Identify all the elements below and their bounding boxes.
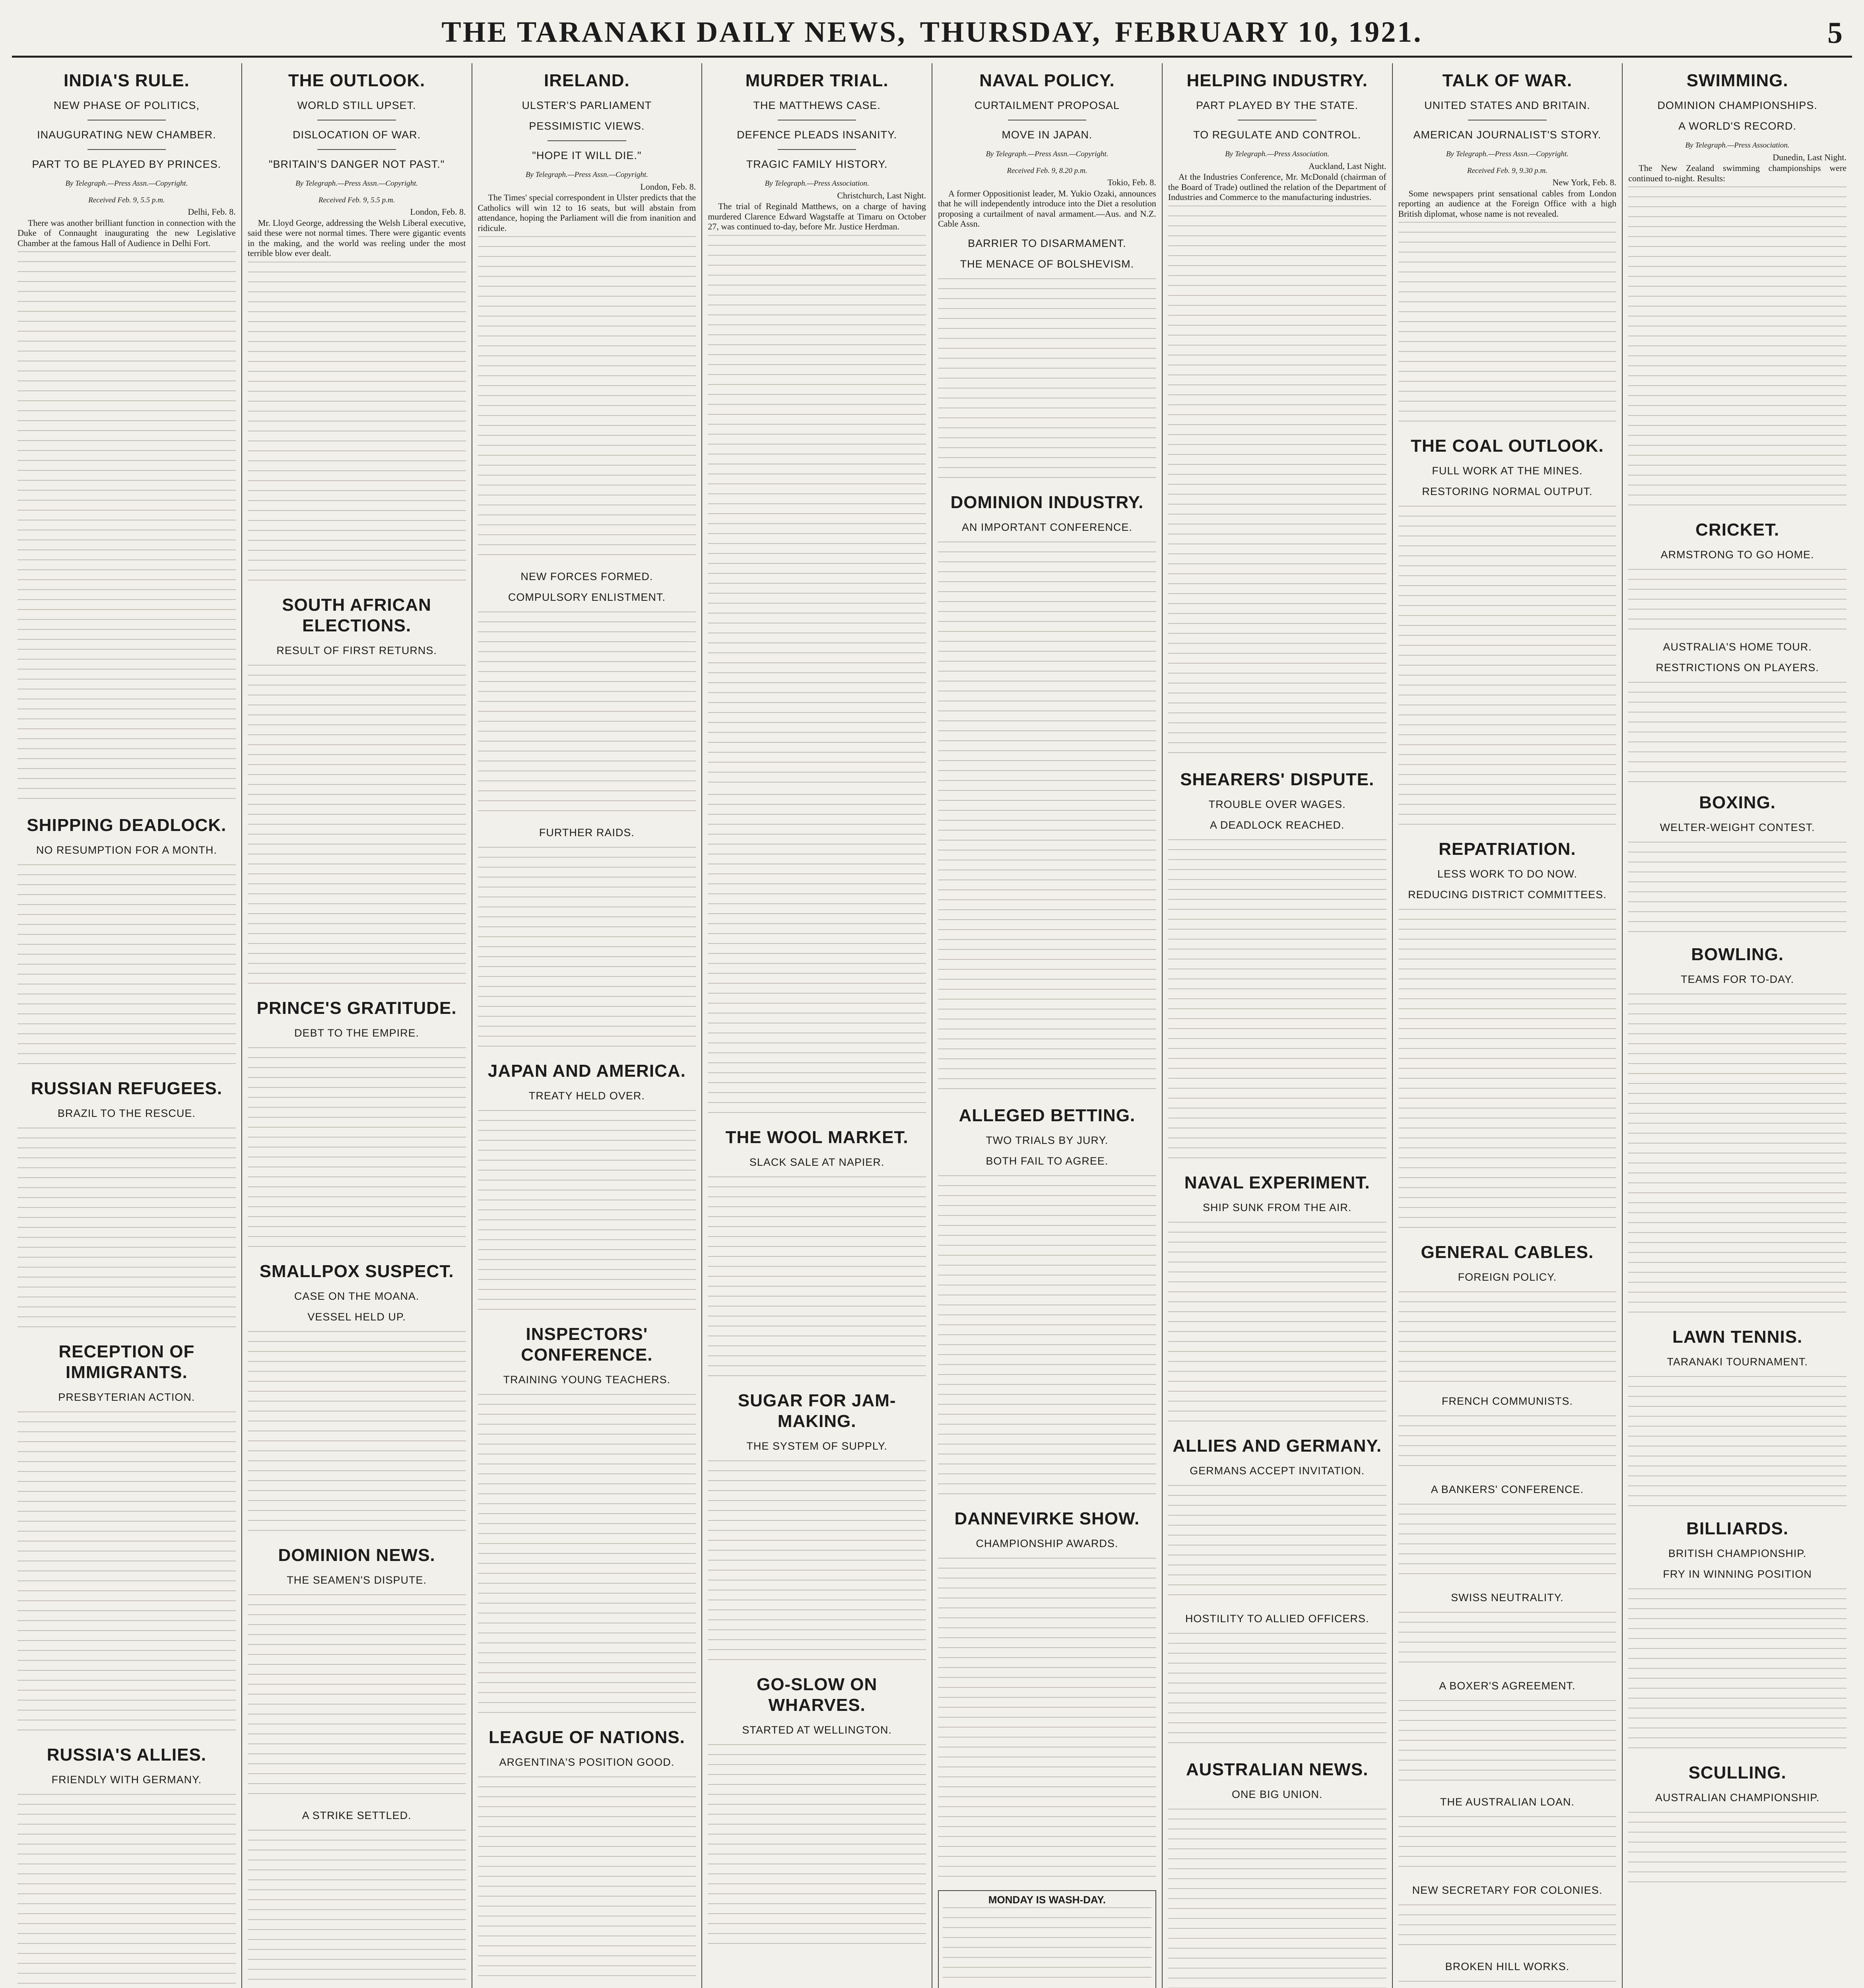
body-text-block xyxy=(248,1331,466,1538)
subheading: PART TO BE PLAYED BY PRINCES. xyxy=(32,158,221,170)
body-text-block xyxy=(17,864,236,1071)
body-text-block xyxy=(1628,842,1847,937)
column-8 xyxy=(1623,63,1852,1988)
headline: SHIPPING DEADLOCK. xyxy=(27,815,227,835)
subheading: DISLOCATION OF WAR. xyxy=(293,129,421,141)
credit-line: By Telegraph.—Press Association. xyxy=(1685,141,1790,149)
dateline: Auckland, Last Night. xyxy=(1308,161,1386,171)
subheading: TARANAKI TOURNAMENT. xyxy=(1667,1356,1808,1368)
subheading: NEW SECRETARY FOR COLONIES. xyxy=(1412,1884,1603,1896)
headline: DOMINION INDUSTRY. xyxy=(950,492,1144,512)
article-coal-outlook xyxy=(1398,436,1617,832)
article-sugar-for-jam-making xyxy=(708,1390,926,1667)
article-text: At the Industries Conference, Mr. McDonald (chairman of the Board of Trade) outlined the relation of the Department of Industries and Commerce to the manufacturing industries. xyxy=(1168,172,1386,202)
dateline: Tokio, Feb. 8. xyxy=(1107,177,1156,187)
dateline: London, Feb. 8. xyxy=(640,181,696,192)
subheading: AUSTRALIAN CHAMPIONSHIP. xyxy=(1655,1792,1820,1804)
headline: NAVAL POLICY. xyxy=(979,71,1115,90)
headline: ALLIES AND GERMANY. xyxy=(1173,1436,1382,1456)
column-3 xyxy=(472,63,703,1988)
subheading: FRENCH COMMUNISTS. xyxy=(1441,1395,1573,1407)
body-text-block xyxy=(1398,1612,1617,1672)
article-billiards xyxy=(1628,1518,1847,1755)
subheading: NEW FORCES FORMED. xyxy=(520,571,653,582)
received-line: Received Feb. 9, 8.20 p.m. xyxy=(1007,166,1087,175)
subheading: AUSTRALIA'S HOME TOUR. xyxy=(1663,641,1812,653)
subheading: A BANKERS' CONFERENCE. xyxy=(1431,1483,1584,1495)
headline: SWIMMING. xyxy=(1686,71,1788,90)
body-text-block xyxy=(708,794,926,1120)
subheading: THE SYSTEM OF SUPPLY. xyxy=(746,1440,887,1452)
divider xyxy=(778,149,856,150)
headline: BOXING. xyxy=(1699,793,1776,812)
article-swimming xyxy=(1628,70,1847,513)
subheading: "HOPE IT WILL DIE." xyxy=(532,149,642,161)
headline: GO-SLOW ON WHARVES. xyxy=(756,1674,878,1715)
article-indias-rule xyxy=(17,70,236,808)
subheading: TWO TRIALS BY JURY. xyxy=(986,1134,1109,1146)
subheading: VESSEL HELD UP. xyxy=(307,1310,406,1323)
article-repatriation xyxy=(1398,839,1617,1235)
subheading: UNITED STATES AND BRITAIN. xyxy=(1424,99,1590,111)
article-japan-and-america xyxy=(478,1061,696,1317)
page-number: 5 xyxy=(1827,16,1844,50)
subheading: FRIENDLY WITH GERMANY. xyxy=(51,1774,202,1786)
subheading: TEAMS FOR TO-DAY. xyxy=(1681,973,1794,985)
body-text-block xyxy=(1398,1291,1617,1387)
subheading: INAUGURATING NEW CHAMBER. xyxy=(37,129,216,141)
subheading: WORLD STILL UPSET. xyxy=(297,99,416,111)
subheading: BRAZIL TO THE RESCUE. xyxy=(57,1107,196,1119)
column-6 xyxy=(1163,63,1393,1988)
body-text-block xyxy=(17,1128,236,1334)
masthead-day: THURSDAY, xyxy=(920,16,1101,49)
body-text-block xyxy=(478,1110,696,1317)
divider xyxy=(87,149,166,150)
subheading: GERMANS ACCEPT INVITATION. xyxy=(1190,1464,1365,1477)
body-text-block xyxy=(1168,1485,1386,1604)
subheading: TO REGULATE AND CONTROL. xyxy=(1193,129,1361,141)
article-princes-gratitude xyxy=(248,998,466,1254)
received-line: Received Feb. 9, 5.5 p.m. xyxy=(88,196,165,204)
article-lawn-tennis xyxy=(1628,1327,1847,1511)
subheading: DEBT TO THE EMPIRE. xyxy=(294,1027,419,1039)
headline: THE COAL OUTLOOK. xyxy=(1411,436,1604,456)
article-helping-industry xyxy=(1168,70,1386,762)
article-text: The Times' special correspondent in Ulster predicts that the Catholics will win 12 to 16 seats, but will abstain from attendance, hoping the Parliament will die from inanition and ridicule. xyxy=(478,192,696,233)
article-the-outlook xyxy=(248,70,466,588)
body-text-block xyxy=(248,262,466,588)
column-5 xyxy=(932,63,1163,1988)
article-russian-refugees xyxy=(17,1078,236,1334)
headline: NAVAL EXPERIMENT. xyxy=(1184,1173,1370,1192)
article-bowling xyxy=(1628,944,1847,1320)
subheading: A BOXER'S AGREEMENT. xyxy=(1439,1680,1576,1692)
headline: SUGAR FOR JAM-MAKING. xyxy=(738,1390,896,1431)
article-text: The trial of Reginald Matthews, on a charge of having murdered Clarence Edward Wagstaffe at Timaru on October 27, was continued to-day, before Mr. Justice Herdman. xyxy=(708,201,926,231)
body-text-block xyxy=(1168,1222,1386,1429)
article-naval-policy xyxy=(938,70,1156,485)
subheading: TREATY HELD OVER. xyxy=(528,1090,645,1102)
article-ireland xyxy=(478,70,696,1054)
subheading: AN IMPORTANT CONFERENCE. xyxy=(961,521,1132,533)
article-text: Mr. Lloyd George, addressing the Welsh Liberal executive, said these were not normal times. There were gigantic events in the making, and the world was reeling under the most terrible blow ever dealt. xyxy=(247,217,466,258)
subheading: FURTHER RAIDS. xyxy=(539,827,635,839)
article-go-slow-on-wharves xyxy=(708,1674,926,1951)
body-text-block xyxy=(478,612,696,818)
headline: SHEARERS' DISPUTE. xyxy=(1180,769,1375,789)
body-text-block xyxy=(248,1047,466,1254)
subheading: BARRIER TO DISARMAMENT. xyxy=(968,237,1126,249)
column-1 xyxy=(12,63,242,1988)
body-text-block xyxy=(1398,1415,1617,1475)
headline: AUSTRALIAN NEWS. xyxy=(1186,1759,1369,1779)
headline: SOUTH AFRICAN ELECTIONS. xyxy=(282,595,431,635)
subheading: PART PLAYED BY THE STATE. xyxy=(1196,99,1359,111)
divider xyxy=(317,149,396,150)
headline: LEAGUE OF NATIONS. xyxy=(488,1728,685,1747)
headline: GENERAL CABLES. xyxy=(1421,1242,1594,1262)
article-allies-and-germany xyxy=(1168,1436,1386,1752)
body-text-block xyxy=(938,1175,1156,1501)
subheading: THE AUSTRALIAN LOAN. xyxy=(1440,1796,1575,1808)
headline: ALLEGED BETTING. xyxy=(959,1105,1136,1125)
subheading: STARTED AT WELLINGTON. xyxy=(742,1724,892,1736)
article-murder-trial xyxy=(708,70,926,1120)
credit-line: By Telegraph.—Press Assn.—Copyright. xyxy=(1446,150,1569,158)
article-league-of-nations xyxy=(478,1727,696,1983)
headline: INDIA'S RULE. xyxy=(63,71,190,90)
body-text-block xyxy=(1628,682,1847,785)
subheading: "BRITAIN'S DANGER NOT PAST." xyxy=(268,158,445,170)
article-reception-of-immigrants xyxy=(17,1342,236,1738)
headline: MURDER TRIAL. xyxy=(745,71,889,90)
credit-line: By Telegraph.—Press Assn.—Copyright. xyxy=(295,179,418,188)
article-south-african-elections xyxy=(248,595,466,991)
dateline: Christchurch, Last Night. xyxy=(837,190,926,200)
subheading: THE SEAMEN'S DISPUTE. xyxy=(287,1574,427,1586)
body-text-block xyxy=(1398,1981,1617,1988)
body-text-block xyxy=(478,236,696,562)
body-text-block xyxy=(248,1594,466,1801)
masthead-title: THE TARANAKI DAILY NEWS, xyxy=(441,16,907,49)
body-text-block xyxy=(248,1830,466,1988)
dateline: New York, Feb. 8. xyxy=(1552,177,1617,187)
article-shearers-dispute xyxy=(1168,769,1386,1165)
subheading: NO RESUMPTION FOR A MONTH. xyxy=(36,844,217,856)
article-inspectors-conference xyxy=(478,1324,696,1720)
subheading: PRESBYTERIAN ACTION. xyxy=(58,1391,195,1403)
article-naval-experiment xyxy=(1168,1173,1386,1429)
body-text-block xyxy=(1398,1905,1617,1952)
subheading: SHIP SUNK FROM THE AIR. xyxy=(1202,1201,1352,1213)
body-text-block xyxy=(1628,994,1847,1320)
subheading: DEFENCE PLEADS INSANITY. xyxy=(737,129,897,141)
subheading: ARGENTINA'S POSITION GOOD. xyxy=(499,1756,675,1768)
body-text-block xyxy=(17,1794,236,1988)
body-text-block xyxy=(1628,1588,1847,1755)
body-text-block xyxy=(938,1558,1156,1884)
dateline: London, Feb. 8. xyxy=(410,207,466,217)
body-text-block xyxy=(1398,222,1617,429)
article-cricket xyxy=(1628,520,1847,785)
article-australian-news xyxy=(1168,1759,1386,1988)
subheading: ONE BIG UNION. xyxy=(1231,1788,1323,1800)
credit-line: By Telegraph.—Press Assn.—Copyright. xyxy=(525,171,648,179)
headline: HELPING INDUSTRY. xyxy=(1186,71,1368,90)
body-text-block xyxy=(17,1411,236,1738)
subheading: COMPULSORY ENLISTMENT. xyxy=(508,591,666,603)
masthead-date: FEBRUARY 10, 1921. xyxy=(1115,16,1423,49)
body-text-block xyxy=(1628,1376,1847,1511)
body-text-block xyxy=(938,542,1156,1098)
subheading: PESSIMISTIC VIEWS. xyxy=(529,120,645,132)
masthead xyxy=(12,9,1852,58)
article-dannevirke-show xyxy=(938,1508,1156,1884)
subheading: NEW PHASE OF POLITICS, xyxy=(53,99,200,111)
ad-title: MONDAY IS WASH-DAY. xyxy=(988,1893,1106,1906)
article-shipping-deadlock xyxy=(17,815,236,1071)
headline: TALK OF WAR. xyxy=(1442,71,1573,90)
article-smallpox-suspect xyxy=(248,1261,466,1538)
body-text-block xyxy=(478,1776,696,1983)
subheading: CURTAILMENT PROPOSAL xyxy=(974,99,1120,111)
headline: SCULLING. xyxy=(1688,1763,1786,1782)
credit-line: By Telegraph.—Press Assn.—Copyright. xyxy=(986,150,1109,158)
subheading: ARMSTRONG TO GO HOME. xyxy=(1660,549,1814,561)
body-text-block xyxy=(708,1460,926,1667)
subheading: AMERICAN JOURNALIST'S STORY. xyxy=(1413,129,1602,141)
body-text-block xyxy=(1168,206,1386,762)
subheading: TROUBLE OVER WAGES. xyxy=(1208,798,1346,810)
subheading: LESS WORK TO DO NOW. xyxy=(1437,868,1577,880)
dateline: Dunedin, Last Night. xyxy=(1773,152,1847,162)
body-text-block xyxy=(708,1176,926,1383)
subheading: BOTH FAIL TO AGREE. xyxy=(986,1155,1109,1167)
body-text-block xyxy=(1168,1633,1386,1752)
subheading: SWISS NEUTRALITY. xyxy=(1451,1592,1564,1604)
headline: RUSSIAN REFUGEES. xyxy=(31,1079,223,1098)
headline: REPATRIATION. xyxy=(1439,839,1576,859)
subheading: FULL WORK AT THE MINES. xyxy=(1432,465,1583,477)
body-text-block xyxy=(708,1744,926,1951)
headline: BOWLING. xyxy=(1691,945,1784,964)
article-general-cables xyxy=(1398,1242,1617,1988)
body-text-block xyxy=(478,847,696,1054)
headline: IRELAND. xyxy=(544,71,630,90)
body-text-block xyxy=(1168,839,1386,1165)
subheading: BROKEN HILL WORKS. xyxy=(1445,1961,1570,1972)
headline: THE OUTLOOK. xyxy=(288,71,425,90)
body-text-block xyxy=(1398,909,1617,1235)
subheading: CASE ON THE MOANA. xyxy=(294,1290,419,1302)
column-7 xyxy=(1393,63,1623,1988)
headline: THE WOOL MARKET. xyxy=(725,1127,909,1147)
column-2 xyxy=(242,63,472,1988)
headline: DANNEVIRKE SHOW. xyxy=(954,1508,1140,1528)
subheading: REDUCING DISTRICT COMMITTEES. xyxy=(1408,889,1607,901)
subheading: A STRIKE SETTLED. xyxy=(302,1809,412,1821)
article-text: There was another brilliant function in connection with the Duke of Connaught inaugurating the new Legislative Chamber at the famous Hall of Audience in Delhi Fort. xyxy=(17,217,236,248)
article-wool-market xyxy=(708,1127,926,1383)
headline: RUSSIA'S ALLIES. xyxy=(47,1745,207,1765)
body-text-block xyxy=(478,1394,696,1720)
advertisement xyxy=(938,1890,1156,1988)
headline: SMALLPOX SUSPECT. xyxy=(259,1261,454,1281)
credit-line: By Telegraph.—Press Assn.—Copyright. xyxy=(65,179,188,188)
subheading: FRY IN WINNING POSITION xyxy=(1663,1568,1812,1580)
subheading: RESTRICTIONS ON PLAYERS. xyxy=(1656,662,1819,674)
ad-text-block xyxy=(943,1907,1151,1987)
article-boxing xyxy=(1628,792,1847,937)
credit-line: By Telegraph.—Press Association. xyxy=(765,179,869,188)
subheading: THE MATTHEWS CASE. xyxy=(753,99,881,111)
subheading: MOVE IN JAPAN. xyxy=(1002,129,1093,141)
article-talk-of-war xyxy=(1398,70,1617,429)
subheading: RESULT OF FIRST RETURNS. xyxy=(276,644,437,656)
subheading: A DEADLOCK REACHED. xyxy=(1210,819,1345,831)
article-russias-allies xyxy=(17,1745,236,1988)
subheading: FOREIGN POLICY. xyxy=(1458,1271,1557,1283)
dateline: Delhi, Feb. 8. xyxy=(188,207,236,217)
subheading: ULSTER'S PARLIAMENT xyxy=(522,99,652,111)
subheading: TRAGIC FAMILY HISTORY. xyxy=(746,158,888,170)
subheading: SLACK SALE AT NAPIER. xyxy=(749,1156,885,1168)
subheading: WELTER-WEIGHT CONTEST. xyxy=(1660,821,1815,833)
article-dominion-industry xyxy=(938,492,1156,1098)
columns xyxy=(12,63,1852,1988)
body-text-block xyxy=(1628,569,1847,633)
subheading: THE MENACE OF BOLSHEVISM. xyxy=(960,258,1134,270)
subheading: DOMINION CHAMPIONSHIPS. xyxy=(1657,99,1817,111)
body-text-block xyxy=(708,235,926,792)
divider xyxy=(548,140,626,141)
body-text-block xyxy=(1398,1700,1617,1788)
credit-line: By Telegraph.—Press Association. xyxy=(1225,150,1330,158)
body-text-block xyxy=(248,665,466,991)
subheading: RESTORING NORMAL OUTPUT. xyxy=(1422,485,1593,497)
body-text-block xyxy=(1398,1504,1617,1583)
subheading: TRAINING YOUNG TEACHERS. xyxy=(503,1374,671,1386)
article-text: The New Zealand swimming championships were continued to-night. Results: xyxy=(1628,163,1847,183)
subheading: CHAMPIONSHIP AWARDS. xyxy=(976,1537,1118,1549)
headline: DOMINION NEWS. xyxy=(278,1545,435,1565)
subheading: HOSTILITY TO ALLIED OFFICERS. xyxy=(1185,1612,1369,1625)
headline: RECEPTION OF IMMIGRANTS. xyxy=(58,1342,195,1382)
headline: PRINCE'S GRATITUDE. xyxy=(256,998,457,1018)
headline: LAWN TENNIS. xyxy=(1672,1327,1803,1347)
article-alleged-betting xyxy=(938,1105,1156,1501)
received-line: Received Feb. 9, 5.5 p.m. xyxy=(318,196,395,204)
article-text: Some newspapers print sensational cables from London reporting an audience at the Foreign Office with a high British diplomat, whose name is not revealed. xyxy=(1398,188,1617,219)
body-text-block xyxy=(938,278,1156,485)
subheading: BRITISH CHAMPIONSHIP. xyxy=(1668,1547,1807,1559)
body-text-block xyxy=(1398,1816,1617,1876)
body-text-block xyxy=(17,251,236,808)
headline: CRICKET. xyxy=(1695,520,1780,540)
body-text-block xyxy=(1168,1809,1386,1988)
headline: JAPAN AND AMERICA. xyxy=(487,1061,686,1081)
headline: BILLIARDS. xyxy=(1686,1519,1789,1538)
body-text-block xyxy=(1628,1812,1847,1891)
received-line: Received Feb. 9, 9.30 p.m. xyxy=(1467,166,1548,175)
column-4 xyxy=(702,63,932,1988)
body-text-block xyxy=(1628,186,1847,513)
body-text-block xyxy=(1398,506,1617,832)
article-text: A former Oppositionist leader, M. Yukio Ozaki, announces that he will independently introduce into the Diet a resolution proposing a curtailment of naval armament.—Aus. and N.Z. Cable Assn. xyxy=(938,188,1156,229)
article-sculling xyxy=(1628,1763,1847,1891)
headline: INSPECTORS' CONFERENCE. xyxy=(521,1324,653,1365)
subheading: A WORLD'S RECORD. xyxy=(1678,120,1796,132)
article-dominion-news xyxy=(248,1545,466,1988)
